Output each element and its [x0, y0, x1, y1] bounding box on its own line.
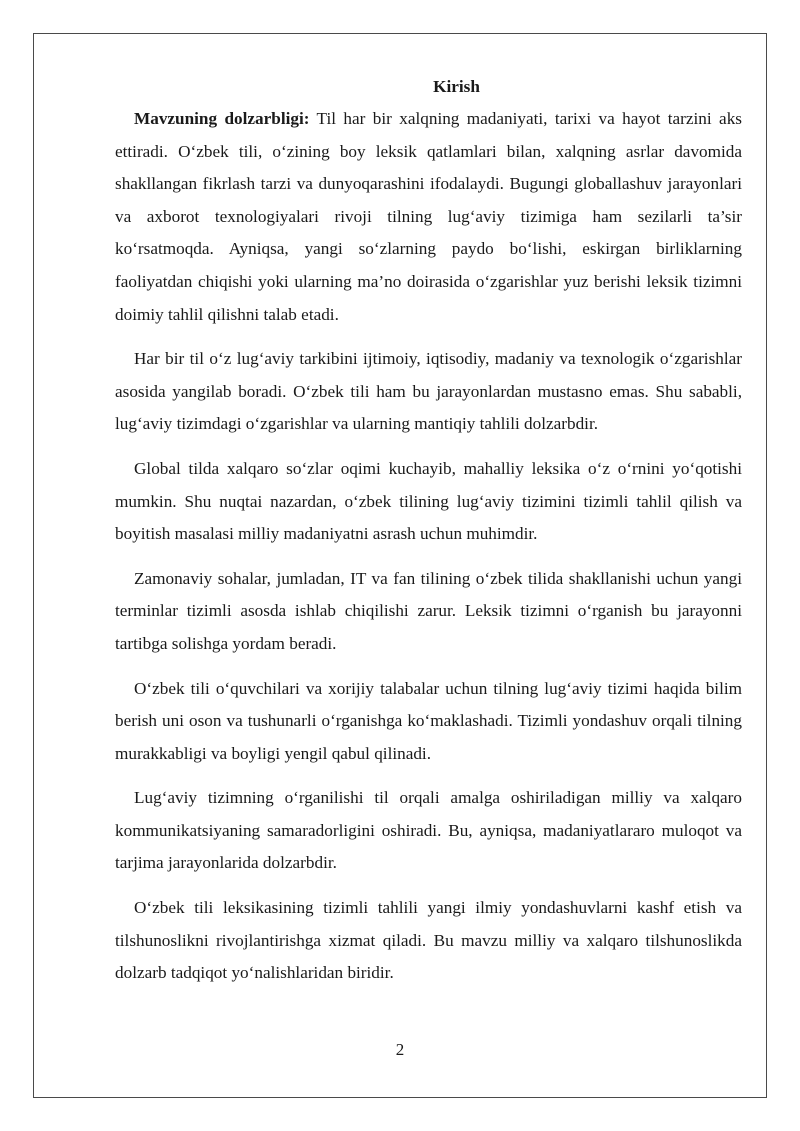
section-title: Kirish [433, 77, 480, 96]
paragraph-relevance [115, 103, 742, 331]
paragraph [115, 563, 742, 661]
paragraph-text: Lug‘aviy tizimning o‘rganilishi til orqali amalga oshiriladigan milliy va xalqaro kommunikatsiyaning samaradorligini oshiradi. Bu, ayniqsa, madaniyatlararo muloqot va tarjima jarayonlarida dolzarbdir. [115, 788, 742, 873]
paragraph [115, 673, 742, 771]
document-body [115, 71, 742, 1002]
paragraph-text: O‘zbek tili leksikasining tizimli tahlili yangi ilmiy yondashuvlarni kashf etish va tilshunoslikni rivojlantirishga xizmat qiladi. Bu mavzu milliy va xalqaro tilshunoslikda dolzarb tadqiqot yo‘nalishlaridan biridir. [115, 898, 742, 983]
paragraph [115, 343, 742, 441]
paragraph-text: Global tilda xalqaro so‘zlar oqimi kuchayib, mahalliy leksika o‘z o‘rnini yo‘qotishi mumkin. Shu nuqtai nazardan, o‘zbek tilining lug‘aviy tizimini tizimli tahlil qilish va boyitish masalasi milliy madaniyatni asrash uchun muhimdir. [115, 458, 742, 544]
paragraph-text: Til har bir xalqning madaniyati, tarixi va hayot tarzini aks ettiradi. O‘zbek tili, o‘zining boy leksik qatlamlari bilan, xalqning asrlar davomida shakllangan fikrlash tarzi va dunyoqarashini ifodalaydi. Bugungi globallashuv jarayonlari va axborot texnologiyalari rivoji tilning lug‘aviy tizimiga ham sezilarli ta’sir ko‘rsatmoqda. Ayniqsa, yangi so‘zlarning paydo bo‘lishi, eskirgan birliklarning faoliyatdan chiqishi yoki ularning ma’no doirasida o‘zgarishlar yuz berishi leksik tizimni doimiy tahlil qilishni talab etadi. [115, 109, 742, 324]
paragraph-text: Har bir til o‘z lug‘aviy tarkibini ijtimoiy, iqtisodiy, madaniy va texnologik o‘zgarishlar asosida yangilab boradi. O‘zbek tili ham bu jarayonlardan mustasno emas. Shu sababli, lug‘aviy tizimdagi o‘zgarishlar va ularning mantiqiy tahlili dolzarbdir. [115, 349, 742, 434]
paragraph [115, 782, 742, 880]
paragraph-lead: Mavzuning dolzarbligi: [134, 109, 310, 128]
paragraph [115, 892, 742, 990]
page-number: 2 [395, 1040, 405, 1059]
paragraph [115, 453, 742, 551]
paragraph-text: Zamonaviy sohalar, jumladan, IT va fan tilining o‘zbek tilida shakllanishi uchun yangi terminlar tizimli asosda ishlab chiqilishi zarur. Leksik tizimni o‘rganish bu jarayonni tartibga solishga yordam beradi. [115, 568, 742, 653]
paragraph-text: O‘zbek tili o‘quvchilari va xorijiy talabalar uchun tilning lug‘aviy tizimi haqida bilim berish uni oson va tushunarli o‘rganishga ko‘maklashadi. Tizimli yondashuv orqali tilning murakkabligi va boyligi yengil qabul qilinadi. [115, 678, 742, 763]
